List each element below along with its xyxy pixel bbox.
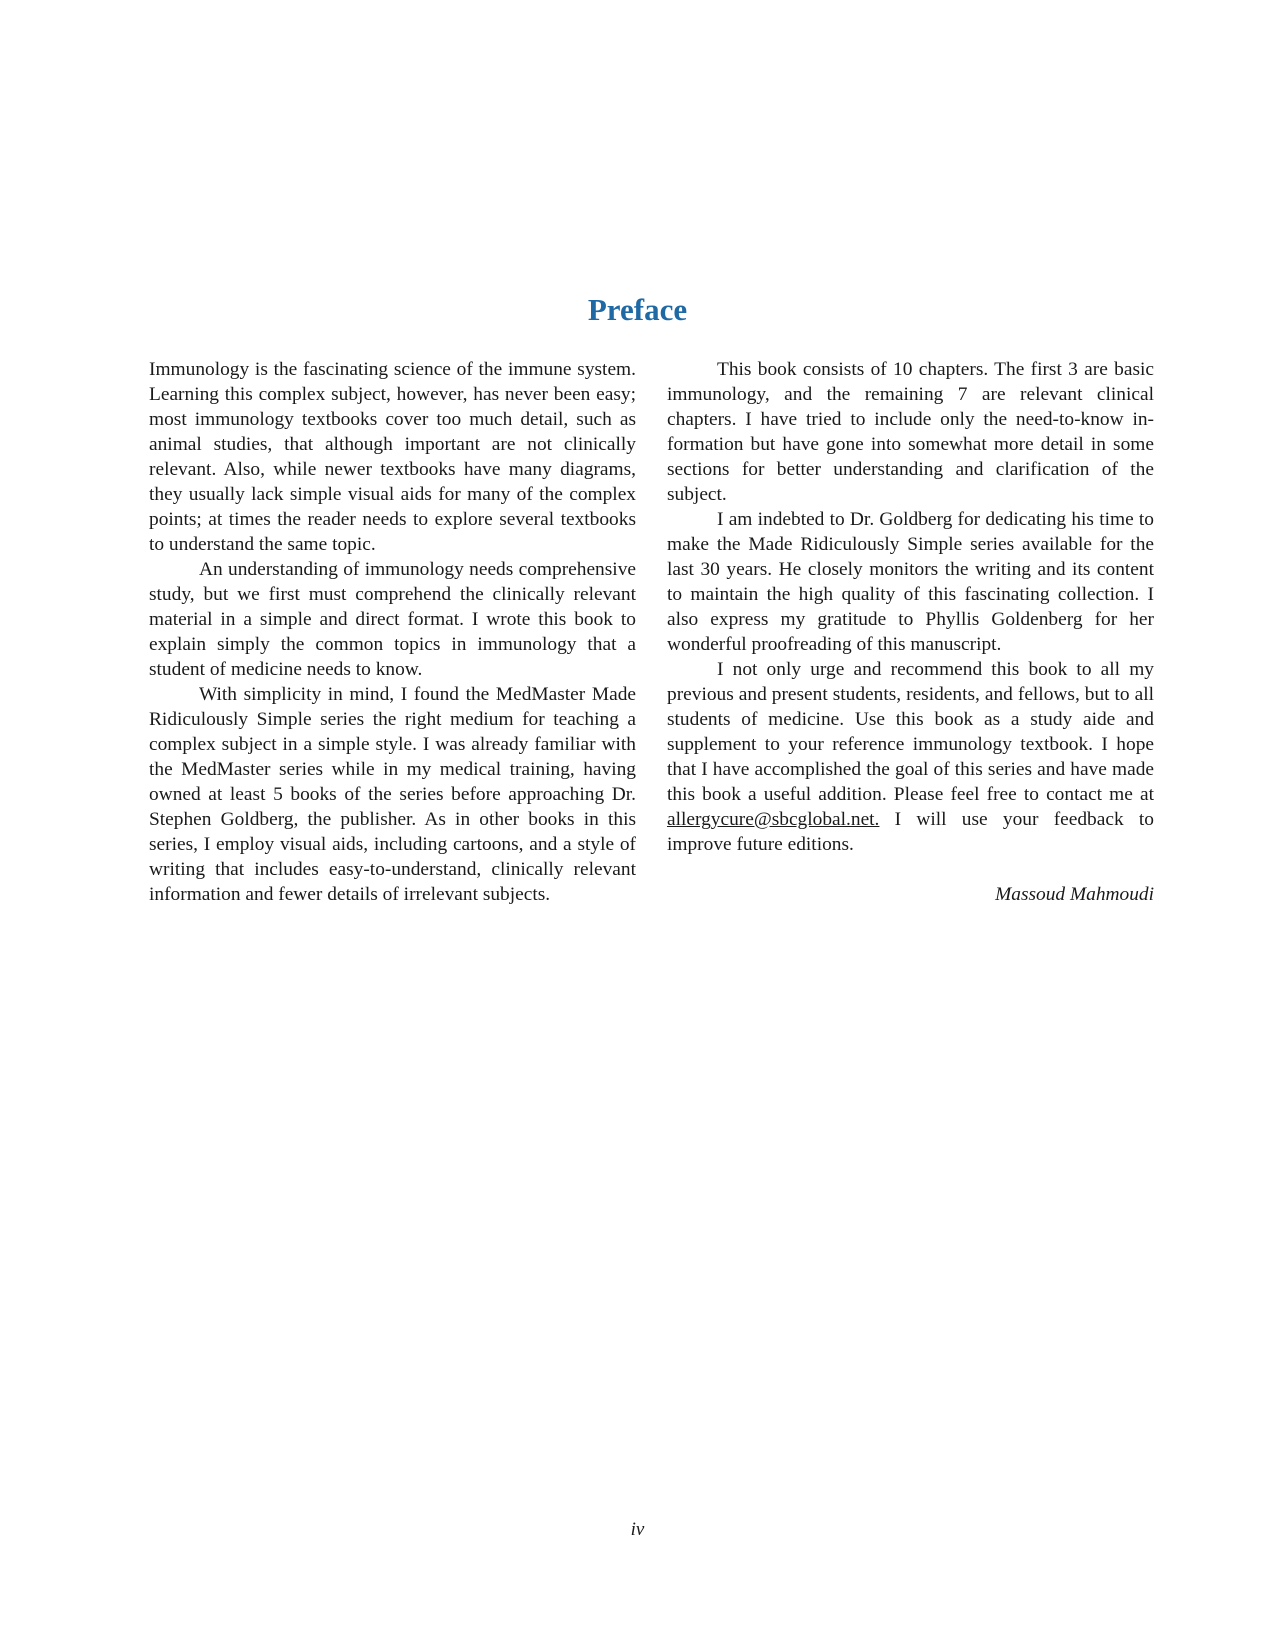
- left-column: [149, 357, 636, 907]
- paragraph-recommendation: [667, 657, 1154, 857]
- paragraph-simplicity: With simplicity in mind, I found the MedMaster Made Ridiculously Simple series the right medium for teaching a complex subject in a simple style. I was already familiar with the MedMaster series while in my medical training, having owned at least 5 books of the series before approaching Dr. Stephen Goldberg, the publisher. As in other books in this series, I employ visual aids, including cartoons, and a style of writing that includes easy-to-understand, clinically relevant information and fewer details of irrelevant subjects.: [149, 684, 636, 905]
- paragraph-acknowledgements: I am indebted to Dr. Goldberg for dedicating his time to make the Made Ridiculously Simple series available for the last 30 years. He closely monitors the writing and its content to maintain the high quality of this fascinating collection. I also express my gratitude to Phyllis Goldenberg for her wonderful proofreading of this manuscript.: [667, 509, 1154, 655]
- right-column: [667, 357, 1154, 907]
- recommendation-text: I not only urge and recommend this book to all my previous and present students, residents, and fellows, but to all students of medicine. Use this book as a study aide and supplement to your reference immunology textbook. I hope that I have accomplished the goal of this series and have made this book a useful addition. Please feel free to contact me at: [667, 659, 1154, 805]
- author-signature: Massoud Mahmoudi: [995, 884, 1154, 905]
- paragraph-understanding: An understanding of immunology needs comprehensive study, but we first must comprehend the clinically relevant material in a simple and direct format. I wrote this book to explain simply the common topics in immunology that a student of medicine needs to know.: [149, 559, 636, 680]
- paragraph-intro: Immunology is the fascinating science of the immune system. Learning this complex subject, however, has never been easy; most immunology textbooks cover too much detail, such as animal studies, that although important are not clinically relevant. Also, while newer textbooks have many diagrams, they usually lack simple visual aids for many of the complex points; at times the reader needs to explore several textbooks to understand the same topic.: [149, 359, 636, 555]
- page-number: iv: [630, 1519, 645, 1540]
- paragraph-chapters: This book consists of 10 chapters. The first 3 are basic immunology, and the remaining 7 are relevant clinical chapters. I have tried to include only the need-to-know information but have gone into somewhat more detail in some sections for better understanding and clarification of the subject.: [667, 359, 1154, 505]
- page-title: Preface: [587, 292, 688, 327]
- recommendation-text-end: I will use your feedback to improve future editions.: [667, 809, 1154, 855]
- email-link[interactable]: allergycure@sbcglobal.net.: [667, 809, 880, 830]
